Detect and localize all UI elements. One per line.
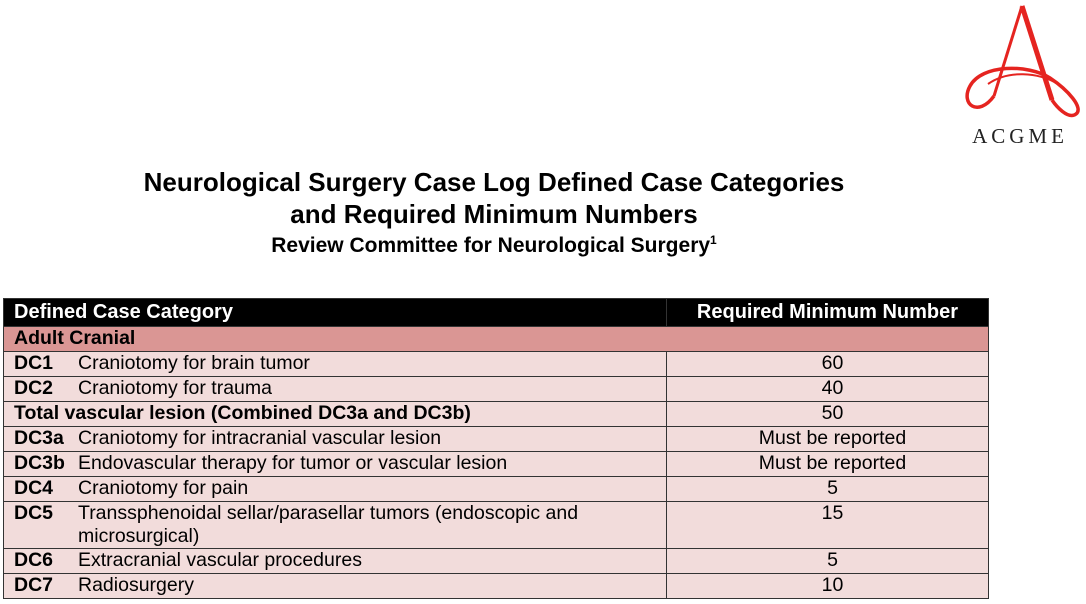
category-label: Craniotomy for pain bbox=[78, 477, 249, 499]
table-row bbox=[4, 352, 989, 377]
category-code: DC5 bbox=[14, 502, 54, 524]
category-code: DC2 bbox=[14, 377, 54, 399]
subtitle bbox=[0, 232, 988, 260]
minimum-value: 15 bbox=[667, 502, 989, 549]
category-cell bbox=[4, 352, 667, 377]
category-label: Total vascular lesion (Combined DC3a and DC3b) bbox=[14, 402, 471, 424]
category-cell bbox=[4, 427, 667, 452]
category-cell bbox=[4, 377, 667, 402]
minimum-value: Must be reported bbox=[667, 452, 989, 477]
table-row bbox=[4, 574, 989, 599]
category-cell bbox=[4, 574, 667, 599]
category-label: Endovascular therapy for tumor or vascular lesion bbox=[78, 452, 508, 474]
minimum-value: 50 bbox=[667, 402, 989, 427]
category-code: DC3b bbox=[14, 452, 65, 474]
logo-text: ACGME bbox=[972, 124, 1068, 148]
subtitle-text: Review Committee for Neurological Surgery bbox=[271, 234, 711, 257]
header-category: Defined Case Category bbox=[4, 299, 667, 327]
category-code: DC1 bbox=[14, 352, 54, 374]
category-code: DC7 bbox=[14, 574, 54, 596]
title-line-2: and Required Minimum Numbers bbox=[290, 199, 698, 229]
table-row bbox=[4, 452, 989, 477]
acgme-logo bbox=[958, 0, 1086, 150]
section-label: Adult Cranial bbox=[4, 327, 989, 352]
category-label: Craniotomy for brain tumor bbox=[78, 352, 310, 374]
acgme-logo-mark-icon bbox=[958, 0, 1086, 124]
header-minimum: Required Minimum Number bbox=[667, 299, 989, 327]
minimum-value: 5 bbox=[667, 477, 989, 502]
category-code: DC4 bbox=[14, 477, 54, 499]
case-category-table bbox=[3, 298, 989, 599]
footnote-mark: 1 bbox=[710, 233, 717, 247]
minimum-value: 10 bbox=[667, 574, 989, 599]
category-cell bbox=[4, 402, 667, 427]
table-row bbox=[4, 549, 989, 574]
table-row bbox=[4, 477, 989, 502]
category-label: Craniotomy for intracranial vascular lesion bbox=[78, 427, 442, 449]
category-cell bbox=[4, 502, 667, 549]
title-block bbox=[0, 166, 988, 260]
minimum-value: Must be reported bbox=[667, 427, 989, 452]
table-row bbox=[4, 377, 989, 402]
table-header-row bbox=[4, 299, 989, 327]
category-label: Craniotomy for trauma bbox=[78, 377, 272, 399]
minimum-value: 5 bbox=[667, 549, 989, 574]
category-code: DC6 bbox=[14, 549, 54, 571]
table-row bbox=[4, 427, 989, 452]
title-line-1: Neurological Surgery Case Log Defined Case Categories bbox=[143, 167, 845, 197]
category-label: Extracranial vascular procedures bbox=[78, 549, 362, 571]
category-label: Transsphenoidal sellar/parasellar tumors (endoscopic and microsurgical) bbox=[78, 502, 579, 547]
table-row bbox=[4, 502, 989, 549]
category-label: Radiosurgery bbox=[78, 574, 194, 596]
category-code: DC3a bbox=[14, 427, 64, 449]
minimum-value: 40 bbox=[667, 377, 989, 402]
minimum-value: 60 bbox=[667, 352, 989, 377]
category-cell bbox=[4, 452, 667, 477]
table-row bbox=[4, 402, 989, 427]
category-cell bbox=[4, 477, 667, 502]
category-cell bbox=[4, 549, 667, 574]
section-row bbox=[4, 327, 989, 352]
